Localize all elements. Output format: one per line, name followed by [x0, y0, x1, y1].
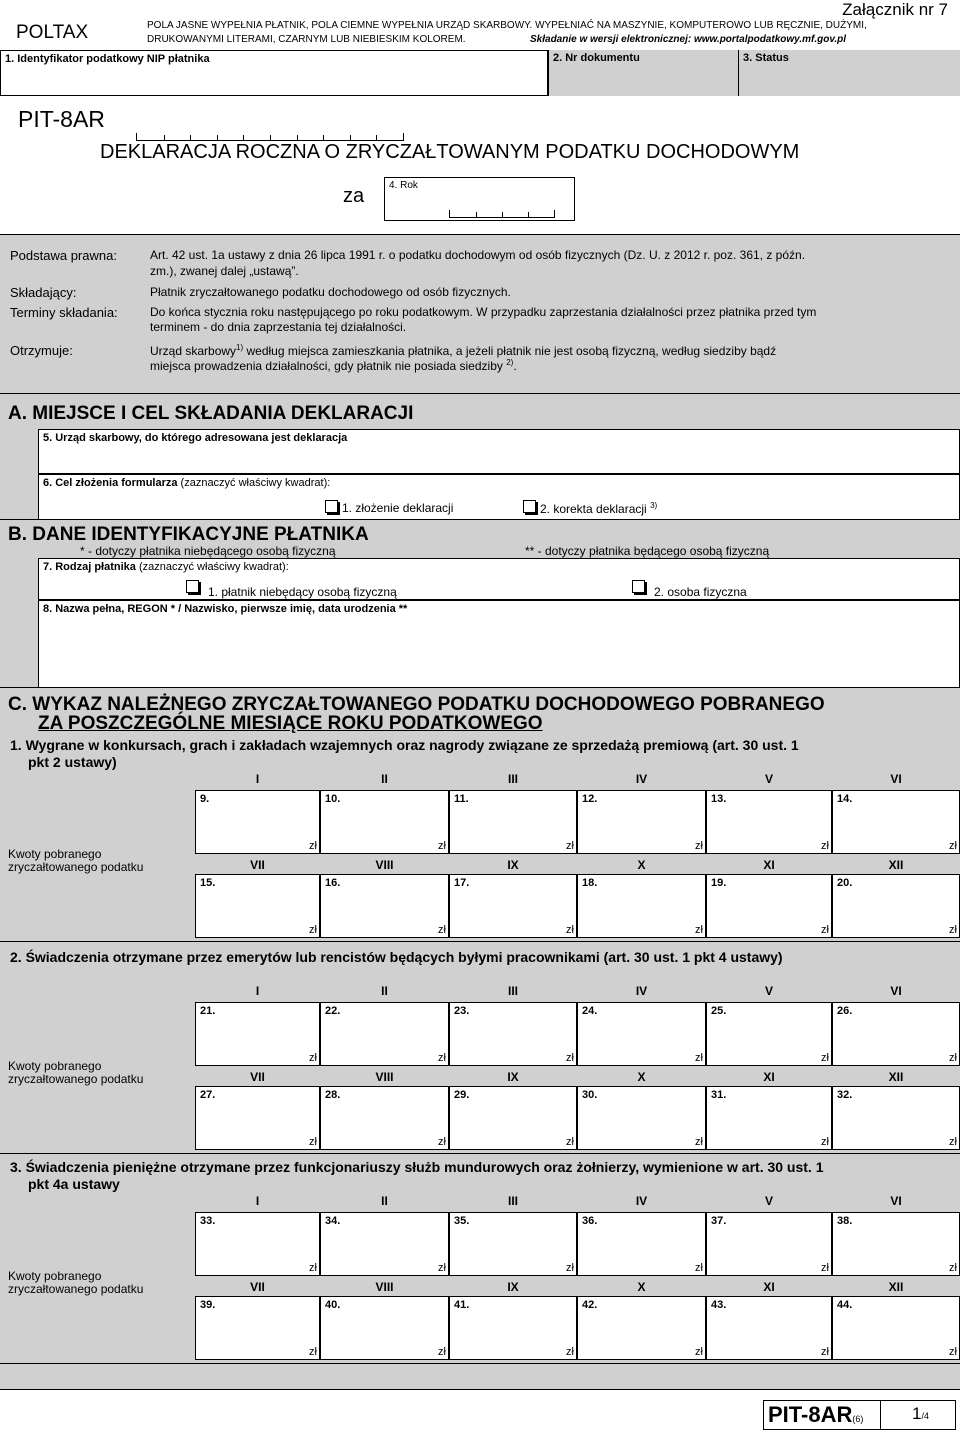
- month-header: VIII: [375, 858, 394, 872]
- year-ticks: [449, 210, 555, 218]
- amount-field[interactable]: [320, 1002, 449, 1066]
- field-number: 43.: [711, 1299, 727, 1311]
- amount-field[interactable]: [832, 874, 960, 938]
- field-number: 12.: [582, 793, 598, 805]
- checkbox-natural-person[interactable]: [632, 580, 645, 593]
- currency: zł: [309, 840, 317, 852]
- doc-number-field: [548, 50, 738, 96]
- field-number: 10.: [325, 793, 341, 805]
- month-header: VI: [890, 772, 902, 786]
- currency: zł: [821, 1262, 829, 1274]
- currency: zł: [695, 1136, 703, 1148]
- currency: zł: [566, 1346, 574, 1358]
- amount-field[interactable]: [320, 1296, 449, 1360]
- month-header: X: [637, 1280, 646, 1294]
- currency: zł: [438, 1136, 446, 1148]
- form-title: DEKLARACJA ROCZNA O ZRYCZAŁTOWANYM PODATKU DOCHODOWYM: [100, 141, 800, 163]
- field-number: 30.: [582, 1089, 598, 1101]
- currency: zł: [309, 1346, 317, 1358]
- field-number: 26.: [837, 1005, 853, 1017]
- legal-basis-text-2: zm.), zwanej dalej „ustawą”.: [150, 264, 299, 278]
- side-label: Kwoty pobranego zryczałtowanego podatku: [8, 1269, 144, 1296]
- purpose-field: [38, 474, 960, 520]
- month-header: I: [255, 984, 260, 998]
- year-field[interactable]: [384, 177, 575, 221]
- amount-field[interactable]: [320, 1086, 449, 1150]
- option-correction-label: 2. korekta deklaracji $^{3)}$: [540, 501, 658, 516]
- payer-type-field: [38, 558, 960, 600]
- month-header: II: [381, 984, 388, 998]
- amount-field[interactable]: [832, 1296, 960, 1360]
- amount-field[interactable]: [577, 790, 706, 854]
- amount-field[interactable]: [195, 1212, 320, 1276]
- amount-field[interactable]: [706, 1002, 832, 1066]
- field-number: 23.: [454, 1005, 470, 1017]
- option-natural-person-label: 2. osoba fizyczna: [654, 585, 747, 599]
- currency: zł: [949, 1052, 957, 1064]
- field-number: 42.: [582, 1299, 598, 1311]
- currency: zł: [438, 1262, 446, 1274]
- currency: zł: [309, 1136, 317, 1148]
- block-title-1: 1. Wygrane w konkursach, grach i zakładach wzajemnych oraz nagrody związane ze sprzedażą premiową (art. 30 ust. 1: [10, 737, 799, 753]
- section-c-title-1: C. WYKAZ NALEŻNEGO ZRYCZAŁTOWANEGO PODATKU DOCHODOWEGO POBRANEGO: [8, 694, 825, 715]
- amount-field[interactable]: [195, 874, 320, 938]
- payer-name-field[interactable]: [38, 600, 960, 688]
- amount-field[interactable]: [577, 1296, 706, 1360]
- nip-ticks: [136, 133, 404, 141]
- currency: zł: [566, 1136, 574, 1148]
- month-header: IV: [635, 984, 648, 998]
- currency: zł: [566, 840, 574, 852]
- month-header: XI: [763, 858, 775, 872]
- amount-field[interactable]: [577, 1086, 706, 1150]
- block-title-2: pkt 2 ustawy): [28, 754, 117, 770]
- month-header: VII: [250, 858, 265, 872]
- field-number: 16.: [325, 877, 341, 889]
- amount-field[interactable]: [320, 790, 449, 854]
- recipient-seat: miejsca prowadzenia działalności, gdy płatnik nie posiada siedziby: [150, 359, 503, 373]
- amount-field[interactable]: [320, 1212, 449, 1276]
- field-number: 11.: [454, 793, 469, 805]
- month-header: III: [507, 984, 518, 998]
- month-header: VIII: [375, 1280, 394, 1294]
- amount-field[interactable]: [195, 1086, 320, 1150]
- nip-field[interactable]: [0, 50, 548, 96]
- status-field: [738, 50, 960, 96]
- form-code: PIT-8AR: [18, 106, 105, 132]
- deadline-text-2: terminem - do dnia zaprzestania tej działalności.: [150, 320, 407, 334]
- recipient-end: .: [513, 359, 517, 373]
- note-legal-entity: * - dotyczy płatnika niebędącego osobą fizyczną: [80, 544, 336, 558]
- payer-name-label: 8. Nazwa pełna, REGON * / Nazwisko, pierwsze imię, data urodzenia **: [43, 603, 408, 615]
- month-header: VI: [890, 984, 902, 998]
- currency: zł: [566, 924, 574, 936]
- field-number: 9.: [200, 793, 210, 805]
- month-header: X: [637, 1070, 646, 1084]
- amount-field[interactable]: [706, 1212, 832, 1276]
- checkbox-submission[interactable]: [325, 500, 338, 513]
- amount-field[interactable]: [706, 874, 832, 938]
- section-c-title-2: ZA POSZCZEGÓLNE MIESIĄCE ROKU PODATKOWEGO: [38, 713, 543, 734]
- recipient-text-1: [150, 343, 940, 358]
- field-number: 24.: [582, 1005, 598, 1017]
- currency: zł: [949, 924, 957, 936]
- month-header: VIII: [375, 1070, 394, 1084]
- currency: zł: [949, 1136, 957, 1148]
- amount-field[interactable]: [706, 1086, 832, 1150]
- side-label: Kwoty pobranego zryczałtowanego podatku: [8, 847, 144, 874]
- month-header: II: [381, 772, 388, 786]
- legal-basis-label: Podstawa prawna:: [10, 248, 117, 263]
- footer-page: 1/4: [912, 1404, 929, 1423]
- currency: zł: [949, 1262, 957, 1274]
- side-label: Kwoty pobranego zryczałtowanego podatku: [8, 1059, 144, 1086]
- currency: zł: [695, 1262, 703, 1274]
- month-header: XII: [888, 858, 904, 872]
- status-label: 3. Status: [743, 52, 789, 64]
- month-header: XI: [763, 1280, 775, 1294]
- currency: zł: [566, 1262, 574, 1274]
- month-header: V: [764, 772, 773, 786]
- recipient-office: Urząd skarbowy: [150, 344, 237, 358]
- block-title-1: 3. Świadczenia pieniężne otrzymane przez funkcjonariuszy służb mundurowych oraz żołnierzy, wymienione w art. 30 ust. 1: [10, 1159, 824, 1175]
- field-number: 38.: [837, 1215, 853, 1227]
- block-title-1: 2. Świadczenia otrzymane przez emerytów lub rencistów będących byłymi pracownikami (art. 30 ust. 1 pkt 4 ustawy): [10, 949, 783, 965]
- block-divider: [0, 941, 960, 942]
- field-number: 13.: [711, 793, 727, 805]
- legal-basis-text-1: Art. 42 ust. 1a ustawy z dnia 26 lipca 1991 r. o podatku dochodowym od osób fizycznych (Dz. U. z 2012 r. poz. 361, z późn.: [150, 248, 806, 262]
- field-number: 29.: [454, 1089, 470, 1101]
- section-a-title: A. MIEJSCE I CEL SKŁADANIA DEKLARACJI: [8, 403, 414, 424]
- field-number: 35.: [454, 1215, 470, 1227]
- currency: zł: [566, 1052, 574, 1064]
- currency: zł: [821, 1346, 829, 1358]
- amount-field[interactable]: [706, 790, 832, 854]
- field-number: 19.: [711, 877, 727, 889]
- option-legal-entity-label: 1. płatnik niebędący osobą fizyczną: [208, 585, 397, 599]
- block-divider: [0, 1363, 960, 1364]
- checkbox-correction[interactable]: [523, 500, 536, 513]
- deadline-label: Terminy składania:: [10, 305, 118, 320]
- annex-label: Załącznik nr 7: [842, 0, 948, 19]
- field-number: 34.: [325, 1215, 341, 1227]
- field-number: 22.: [325, 1005, 341, 1017]
- amount-field[interactable]: [449, 1212, 577, 1276]
- amount-field[interactable]: [320, 874, 449, 938]
- currency: zł: [309, 1262, 317, 1274]
- footnote-ref-2: 2): [506, 358, 514, 367]
- month-header: IV: [635, 772, 648, 786]
- brand: POLTAX: [16, 22, 89, 43]
- option-submission-label: 1. złożenie deklaracji: [342, 501, 454, 515]
- amount-field[interactable]: [706, 1296, 832, 1360]
- month-header: V: [764, 1194, 773, 1208]
- currency: zł: [438, 1052, 446, 1064]
- field-number: 20.: [837, 877, 853, 889]
- amount-field[interactable]: [577, 1002, 706, 1066]
- month-header: X: [637, 858, 646, 872]
- currency: zł: [821, 924, 829, 936]
- amount-field[interactable]: [832, 1086, 960, 1150]
- month-header: I: [255, 1194, 260, 1208]
- month-header: IX: [507, 1070, 519, 1084]
- amount-field[interactable]: [195, 1002, 320, 1066]
- section-b-title: B. DANE IDENTYFIKACYJNE PŁATNIKA: [8, 524, 369, 545]
- amount-field[interactable]: [832, 1212, 960, 1276]
- month-header: VII: [250, 1280, 265, 1294]
- field-number: 17.: [454, 877, 470, 889]
- amount-field[interactable]: [449, 1296, 577, 1360]
- currency: zł: [438, 1346, 446, 1358]
- block-divider: [0, 1153, 960, 1154]
- field-number: 33.: [200, 1215, 216, 1227]
- amount-field[interactable]: [832, 1002, 960, 1066]
- month-header: XII: [888, 1070, 904, 1084]
- amount-field[interactable]: [195, 790, 320, 854]
- month-header: V: [764, 984, 773, 998]
- field-number: 28.: [325, 1089, 341, 1101]
- nip-label: 1. Identyfikator podatkowy NIP płatnika: [5, 53, 210, 65]
- checkbox-legal-entity[interactable]: [186, 580, 199, 593]
- month-header: IV: [635, 1194, 648, 1208]
- recipient-rest: według miejsca zamieszkania płatnika, a jeżeli płatnik nie jest osobą fizyczną, według siedziby bądź: [243, 344, 777, 358]
- amount-field[interactable]: [449, 790, 577, 854]
- currency: zł: [695, 1052, 703, 1064]
- payer-type-label: 7. Rodzaj płatnika (zaznaczyć właściwy kwadrat):: [43, 561, 289, 573]
- block-title-2: pkt 4a ustawy: [28, 1176, 120, 1192]
- amount-field[interactable]: [449, 1086, 577, 1150]
- month-header: VII: [250, 1070, 265, 1084]
- field-number: 44.: [837, 1299, 853, 1311]
- amount-field[interactable]: [449, 874, 577, 938]
- purpose-label: 6. Cel złożenia formularza (zaznaczyć właściwy kwadrat):: [43, 477, 331, 489]
- field-number: 14.: [837, 793, 853, 805]
- month-header: XI: [763, 1070, 775, 1084]
- month-header: III: [507, 1194, 518, 1208]
- month-header: IX: [507, 1280, 519, 1294]
- currency: zł: [949, 840, 957, 852]
- amount-field[interactable]: [832, 790, 960, 854]
- currency: zł: [821, 1136, 829, 1148]
- currency: zł: [949, 1346, 957, 1358]
- recipient-text-2: [150, 358, 517, 373]
- field-number: 39.: [200, 1299, 216, 1311]
- field-number: 37.: [711, 1215, 727, 1227]
- currency: zł: [438, 840, 446, 852]
- field-number: 25.: [711, 1005, 727, 1017]
- field-number: 27.: [200, 1089, 216, 1101]
- tax-office-field[interactable]: [38, 429, 960, 474]
- field-number: 41.: [454, 1299, 470, 1311]
- note-line-3: Składanie w wersji elektronicznej: www.portalpodatkowy.mf.gov.pl: [530, 34, 846, 45]
- footer-code: PIT-8AR(6): [768, 1402, 864, 1427]
- currency: zł: [309, 1052, 317, 1064]
- footer-divider: [880, 1400, 881, 1430]
- currency: zł: [695, 1346, 703, 1358]
- month-header: III: [507, 772, 518, 786]
- recipient-label: Otrzymuje:: [10, 343, 73, 358]
- field-number: 36.: [582, 1215, 598, 1227]
- currency: zł: [821, 1052, 829, 1064]
- note-line-1: POLA JASNE WYPEŁNIA PŁATNIK, POLA CIEMNE WYPEŁNIA URZĄD SKARBOWY. WYPEŁNIAĆ NA MASZYNIE, KOMPUTEROWO LUB RĘCZNIE, DUŻYMI,: [147, 20, 867, 31]
- note-natural-person: ** - dotyczy płatnika będącego osobą fizyczną: [525, 544, 770, 558]
- month-header: II: [381, 1194, 388, 1208]
- field-number: 21.: [200, 1005, 216, 1017]
- submitter-label: Składający:: [10, 285, 77, 300]
- amount-field[interactable]: [577, 874, 706, 938]
- year-label: 4. Rok: [389, 180, 418, 191]
- month-header: VI: [890, 1194, 902, 1208]
- month-header: I: [255, 772, 260, 786]
- field-number: 15.: [200, 877, 216, 889]
- field-number: 18.: [582, 877, 598, 889]
- doc-number-label: 2. Nr dokumentu: [553, 52, 640, 64]
- month-header: IX: [507, 858, 519, 872]
- za-label: za: [343, 185, 365, 207]
- currency: zł: [821, 840, 829, 852]
- amount-field[interactable]: [577, 1212, 706, 1276]
- footnote-ref-1: 1): [236, 343, 244, 352]
- submitter-text: Płatnik zryczałtowanego podatku dochodowego od osób fizycznych.: [150, 285, 511, 299]
- field-number: 31.: [711, 1089, 727, 1101]
- deadline-text-1: Do końca stycznia roku następującego po roku podatkowym. W przypadku zaprzestania działalności przez płatnika przed tym: [150, 305, 817, 319]
- month-header: XII: [888, 1280, 904, 1294]
- currency: zł: [695, 924, 703, 936]
- amount-field[interactable]: [195, 1296, 320, 1360]
- field-number: 40.: [325, 1299, 341, 1311]
- currency: zł: [309, 924, 317, 936]
- amount-field[interactable]: [449, 1002, 577, 1066]
- currency: zł: [695, 840, 703, 852]
- field-number: 32.: [837, 1089, 853, 1101]
- tax-office-label: 5. Urząd skarbowy, do którego adresowana jest deklaracja: [43, 432, 348, 444]
- currency: zł: [438, 924, 446, 936]
- note-line-2: DRUKOWANYMI LITERAMI, CZARNYM LUB NIEBIESKIM KOLOREM.: [147, 34, 466, 45]
